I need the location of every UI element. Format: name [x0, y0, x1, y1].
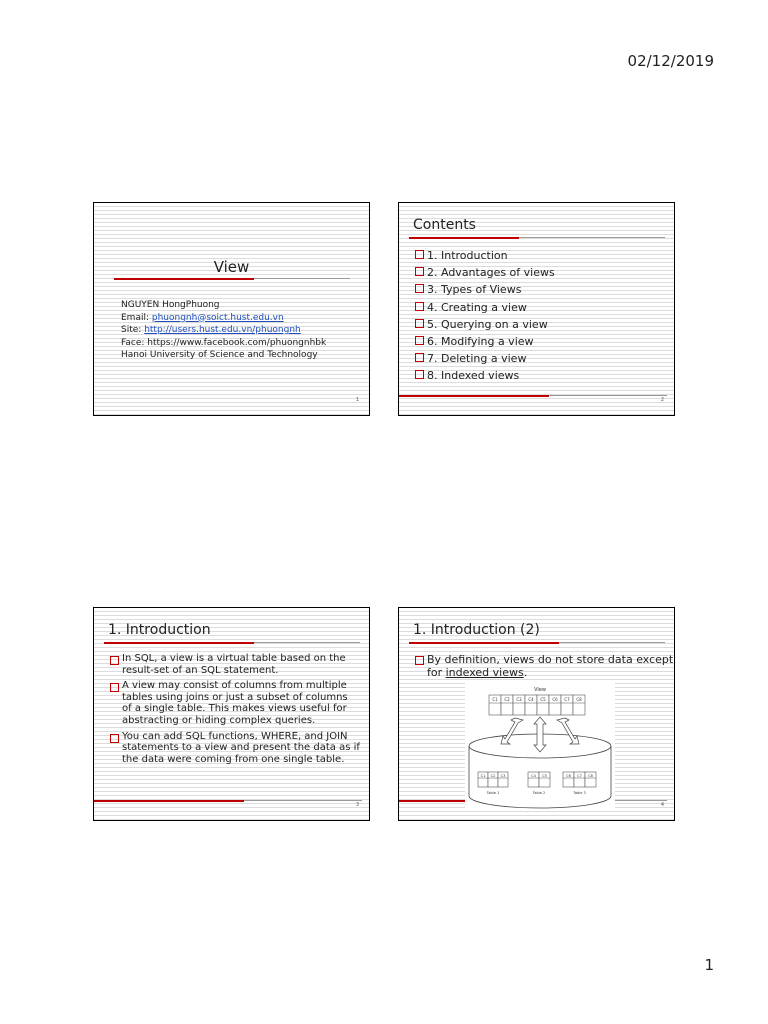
- slide-number: 4: [660, 802, 664, 808]
- slide-3-title: 1. Introduction: [108, 622, 211, 638]
- author-name: NGUYEN HongPhuong: [121, 300, 220, 310]
- view-column-label: C1: [492, 697, 498, 702]
- footer-line-gray: [549, 395, 667, 396]
- table-column-label: C5: [542, 774, 547, 778]
- view-columns: [489, 695, 585, 715]
- footer-line-red: [399, 395, 549, 397]
- intro-bullets: [110, 653, 360, 769]
- table-column-label: C3: [500, 774, 506, 778]
- view-column-label: C4: [528, 697, 534, 702]
- author-site-line: Site: http://users.hust.edu.vn/phuongnh: [121, 325, 301, 335]
- view-column-label: C5: [540, 697, 546, 702]
- footer-line-red: [94, 800, 244, 802]
- indexed-views-link[interactable]: indexed views: [445, 666, 524, 679]
- author-institution: Hanoi University of Science and Technology: [121, 350, 318, 360]
- author-block: [121, 299, 326, 362]
- view-column-label: C8: [576, 697, 582, 702]
- slide-1-thumbnail: [93, 202, 370, 416]
- slide-number: 1: [355, 397, 359, 403]
- contents-list: [415, 247, 555, 385]
- slide-4-thumbnail: [398, 607, 675, 821]
- table-column-label: C6: [566, 774, 571, 778]
- definition-bullets: [415, 653, 675, 679]
- table-name: Table 2: [532, 791, 546, 795]
- title-underline-gray: [559, 642, 665, 643]
- bullet-item: A view may consist of columns from multiple tables using joins or just a subset of columns of a single table. This makes views useful for abstracting or hiding complex queries.: [110, 680, 360, 726]
- slide-2-title: Contents: [413, 217, 476, 233]
- slide-2-thumbnail: [398, 202, 675, 416]
- author-email-line: Email: phuongnh@soict.hust.edu.vn: [121, 312, 284, 323]
- site-link[interactable]: http://users.hust.edu.vn/phuongnh: [144, 325, 301, 335]
- table-column-label: C2: [490, 774, 496, 778]
- slide-1-title: View: [213, 258, 250, 276]
- bullet-item: You can add SQL functions, WHERE, and JOIN statements to a view and present the data as if the data were coming from one single table.: [110, 731, 360, 766]
- contents-item: 5. Querying on a view: [415, 316, 555, 333]
- slide-number: 3: [355, 802, 359, 808]
- view-column-label: C6: [552, 697, 558, 702]
- table-name: Table 1: [486, 791, 500, 795]
- title-underline-gray: [254, 278, 350, 279]
- title-underline-red: [409, 237, 519, 239]
- title-underline-gray: [254, 642, 360, 643]
- title-underline-gray: [519, 237, 665, 238]
- bullet-item: By definition, views do not store data except for indexed views.: [415, 653, 675, 679]
- contents-item: 3. Types of Views: [415, 281, 555, 298]
- page-date: 02/12/2019: [627, 52, 714, 70]
- author-face: Face: https://www.facebook.com/phuongnhbk: [121, 337, 327, 348]
- source-tables: [478, 772, 596, 795]
- bullet-item: In SQL, a view is a virtual table based on the result-set of an SQL statement.: [110, 653, 360, 676]
- contents-item: 2. Advantages of views: [415, 264, 555, 281]
- view-diagram: [465, 682, 615, 810]
- slide-3-thumbnail: [93, 607, 370, 821]
- view-column-label: C7: [564, 697, 570, 702]
- slide-4-title: 1. Introduction (2): [413, 622, 540, 638]
- page-number: 1: [704, 956, 714, 974]
- title-underline-red: [104, 642, 254, 644]
- view-column-label: C3: [516, 697, 522, 702]
- table-column-label: C8: [588, 774, 593, 778]
- title-underline-red: [409, 642, 559, 644]
- contents-item: 8. Indexed views: [415, 367, 555, 384]
- slide-number: 2: [660, 397, 664, 403]
- table-name: Table 3: [573, 791, 586, 795]
- view-column-label: C2: [504, 697, 510, 702]
- footer-line-gray: [244, 800, 362, 801]
- contents-item: 4. Creating a view: [415, 299, 555, 316]
- title-underline-red: [114, 278, 254, 280]
- view-label: View: [534, 687, 546, 693]
- contents-item: 6. Modifying a view: [415, 333, 555, 350]
- table-column-label: C7: [577, 774, 582, 778]
- contents-item: 1. Introduction: [415, 247, 555, 264]
- table-column-label: C4: [531, 774, 536, 778]
- contents-item: 7. Deleting a view: [415, 350, 555, 367]
- table-column-label: C1: [480, 774, 486, 778]
- email-link[interactable]: phuongnh@soict.hust.edu.vn: [151, 312, 284, 323]
